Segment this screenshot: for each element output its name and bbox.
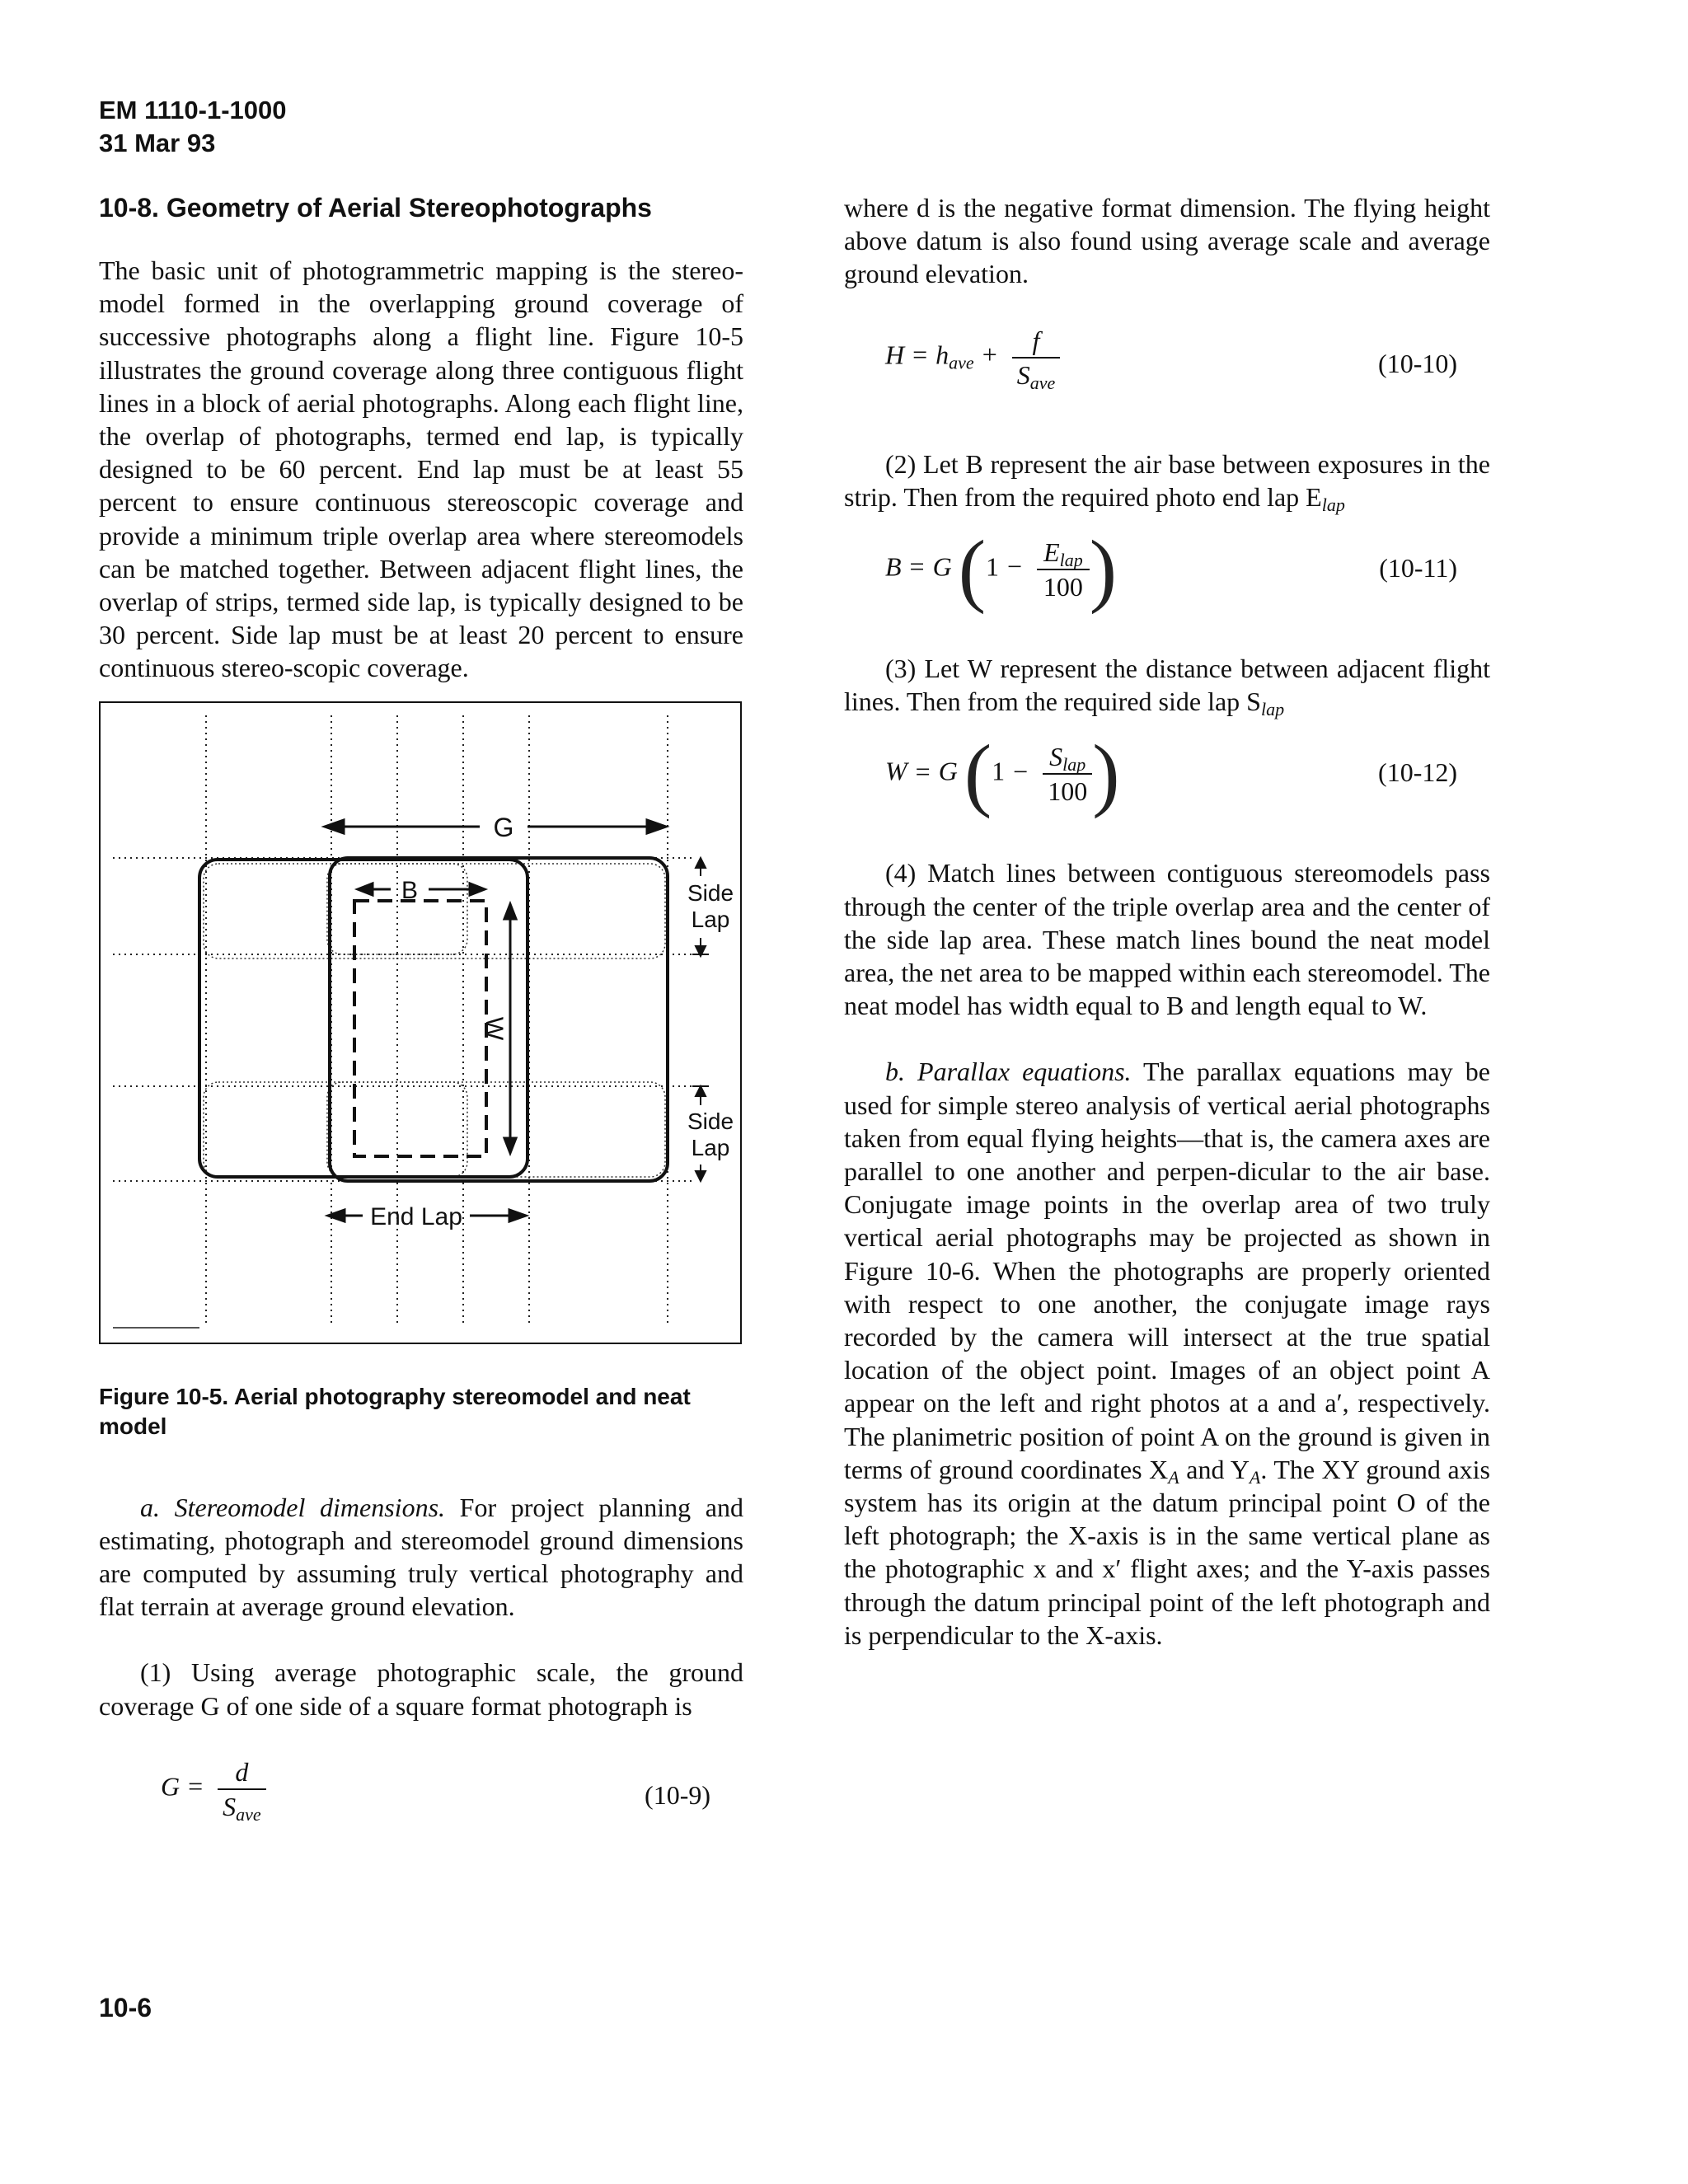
document-id: EM 1110-1-1000 xyxy=(99,96,287,124)
figure-caption: Figure 10-5. Aerial photography stereomodel and neat model xyxy=(99,1383,691,1439)
eq9-number: (10-9) xyxy=(645,1779,710,1810)
paragraph-a-body: For project planning and estimating, photograph and stereomodel ground dimensions are computed by assuming truly vertical photography and flat terrain at average ground elevation. xyxy=(99,1492,743,1622)
side-lap-label-2a: Side xyxy=(687,1108,734,1134)
eq11-denominator: 100 xyxy=(1043,572,1083,602)
paragraph-2 xyxy=(844,448,1490,513)
eq12-numerator: S xyxy=(1049,742,1063,772)
eq9-numerator: d xyxy=(218,1755,266,1790)
eq12-lhs: W xyxy=(885,756,907,786)
eq11-number: (10-11) xyxy=(1379,553,1457,583)
eq11-right-paren: ) xyxy=(1089,523,1118,616)
paragraph-b xyxy=(844,1055,1490,1652)
eq11-fraction xyxy=(1037,536,1090,603)
eq11-equals: = xyxy=(909,551,925,582)
eq10-equals: = xyxy=(912,339,928,369)
eq9-denominator-sub: ave xyxy=(236,1803,261,1825)
equation-10-9 xyxy=(99,1755,743,1846)
left-column xyxy=(99,191,743,1846)
eq12-g: G xyxy=(938,756,958,786)
right-column xyxy=(844,191,1490,1652)
paragraph-3 xyxy=(844,652,1490,718)
eq9-fraction xyxy=(218,1755,266,1823)
side-lap-label-2b: Lap xyxy=(691,1134,730,1160)
figure-10-5 xyxy=(99,701,742,1344)
document-header xyxy=(99,94,287,160)
eq10-number: (10-10) xyxy=(1378,348,1457,378)
eq12-left-paren: ( xyxy=(964,728,992,820)
eq11-one: 1 xyxy=(986,551,1000,582)
eq11-left-paren: ( xyxy=(958,523,987,616)
paragraph-b-body: The parallax equations may be used for simple stereo analysis of vertical aerial photographs taken from equal flying heights—that is, the camera axes are parallel to one another and perpen-dicular to the air base. Conjugate image points in the overlap area of two truly vertical aerial photographs may be projected as shown in Figure 10-6. When the photographs are properly oriented with respect to one another, the conjugate image rays recorded by the camera will intersect at the true spatial location of the object point. Images of an object point A appear on the left and right photos at a and a′, respectively. The planimetric position of point A on the ground is given in terms of ground coordinates X xyxy=(844,1057,1491,1484)
eq11-numerator: E xyxy=(1043,537,1060,568)
equation-10-12 xyxy=(844,728,1490,823)
overlap-areas xyxy=(204,864,665,1177)
eq11-minus: − xyxy=(1007,551,1023,582)
photo-left-outline xyxy=(199,860,528,1177)
eq10-denominator: S xyxy=(1016,359,1030,390)
side-lap-label-1b: Lap xyxy=(691,906,730,932)
document-date: 31 Mar 93 xyxy=(99,129,216,157)
paragraph-b-title: b. Parallax equations. xyxy=(885,1057,1132,1087)
eq10-fraction xyxy=(1012,324,1061,391)
eq10-lhs: H xyxy=(885,339,905,369)
paragraph-b-and: and Y xyxy=(1179,1454,1250,1484)
w-label: W xyxy=(481,1016,508,1040)
paragraph-b-rest: . The XY ground axis system has its origin at the datum principal point O of the left photograph; the X-axis is in the same vertical plane as the photographic x and x′ flight axes; and the Y-axis passes through the datum principal point of the left photograph and is perpendicular to the X-axis. xyxy=(844,1454,1490,1650)
eq12-right-paren: ) xyxy=(1092,728,1120,820)
eq12-one: 1 xyxy=(992,756,1006,786)
paragraph-3-sub: lap xyxy=(1260,699,1285,720)
eq12-number: (10-12) xyxy=(1378,757,1457,788)
paragraph-4: (4) Match lines between contiguous stereomodels pass through the center of the triple overlap area and the center of the side lap area. These match lines bound the neat model area, the net area to be mapped within each stereomodel. The neat model has width equal to B and length equal to W. xyxy=(844,858,1490,1021)
paragraph-a xyxy=(99,1491,743,1624)
paragraph-a-title: a. Stereomodel dimensions. xyxy=(140,1492,446,1522)
eq12-minus: − xyxy=(1013,756,1029,786)
paragraph-3-text: (3) Let W represent the distance between adjacent flight lines. Then from the required side lap S xyxy=(844,654,1490,717)
eq12-fraction xyxy=(1043,740,1092,808)
b-label: B xyxy=(401,876,419,904)
eq11-numerator-sub: lap xyxy=(1059,550,1083,571)
eq12-equals: = xyxy=(915,756,931,786)
eq11-lhs: B xyxy=(885,551,902,582)
paragraph-2-sub: lap xyxy=(1321,494,1345,515)
paragraph-b-xa-sub: A xyxy=(1168,1466,1179,1488)
eq9-lhs: G xyxy=(161,1771,181,1802)
section-heading: 10-8. Geometry of Aerial Stereophotographs xyxy=(99,193,652,223)
g-label: G xyxy=(493,812,514,842)
stereomodel-diagram xyxy=(101,703,740,1343)
eq9-equals: = xyxy=(188,1771,204,1802)
eq11-g: G xyxy=(932,551,952,582)
eq12-numerator-sub: lap xyxy=(1062,754,1086,776)
eq10-numerator: f xyxy=(1012,324,1061,359)
eq12-denominator: 100 xyxy=(1048,776,1088,807)
side-lap-label-1a: Side xyxy=(687,879,734,906)
eq10-plus: + xyxy=(982,339,997,369)
neat-model-outline xyxy=(354,901,486,1156)
eq10-denominator-sub: ave xyxy=(1029,372,1056,393)
eq10-h-sub: ave xyxy=(949,351,974,373)
equation-10-11 xyxy=(844,523,1490,619)
end-lap-label: End Lap xyxy=(370,1202,462,1230)
eq9-denominator: S xyxy=(223,1791,237,1821)
intro-paragraph: The basic unit of photogrammetric mapping is the stereo-model formed in the overlapping ground coverage of successive photographs along a flight line. Figure 10-5 illustrates the ground coverage along three contiguous flight lines in a block of aerial photographs. Along each flight line, the overlap of photographs, termed end lap, is typically designed to be 60 percent. End lap must be at least 55 percent to ensure continuous stereoscopic coverage and provide a minimum triple overlap area where stereomodels can be matched together. Between adjacent flight lines, the overlap of strips, termed side lap, is typically designed to be 30 percent. Side lap must be at least 20 percent to ensure continuous stereo-scopic coverage. xyxy=(99,255,743,683)
paragraph-2-text: (2) Let B represent the air base between exposures in the strip. Then from the required photo end lap E xyxy=(844,448,1490,512)
eq10-h: h xyxy=(935,339,950,369)
paragraph-b-ya-sub: A xyxy=(1249,1466,1261,1488)
right-intro-paragraph: where d is the negative format dimension. The flying height above datum is also found using average scale and average ground elevation. xyxy=(844,193,1490,289)
equation-10-10 xyxy=(844,324,1490,415)
b-dimension-arrow xyxy=(358,883,485,895)
page-number: 10-6 xyxy=(99,1993,152,2022)
paragraph-1: (1) Using average photographic scale, the ground coverage G of one side of a square format photograph is xyxy=(99,1657,743,1721)
